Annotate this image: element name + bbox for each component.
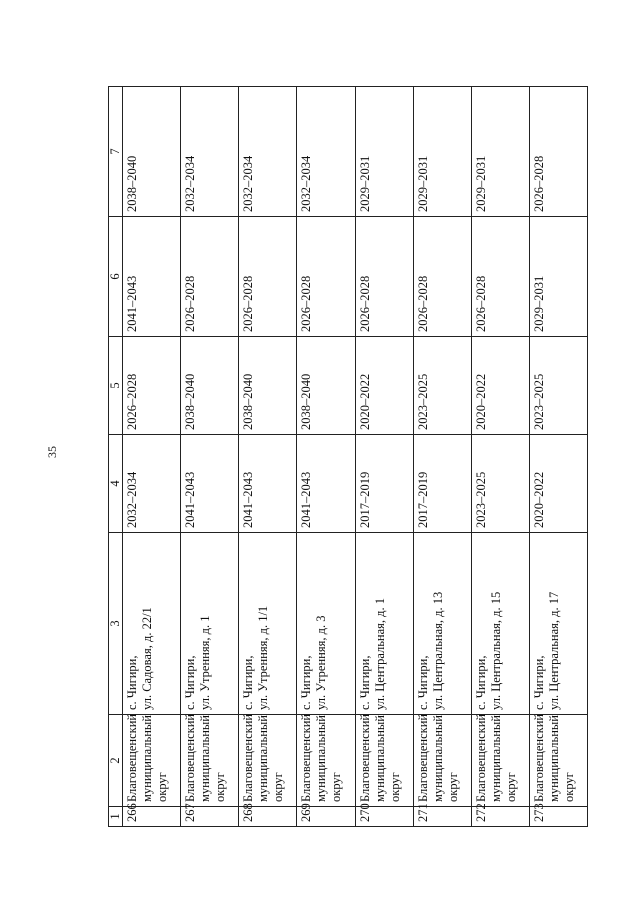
district-line: муниципальный bbox=[430, 715, 445, 802]
page-number: 35 bbox=[45, 446, 59, 458]
district-cell bbox=[355, 715, 413, 807]
table-body bbox=[123, 87, 588, 827]
address-line: ул. Центральная, д. 17 bbox=[546, 591, 561, 710]
address-line: с. Чигири, bbox=[241, 655, 256, 710]
period-col7-cell: 2038–2040 bbox=[123, 87, 181, 217]
district-line: Благовещенский bbox=[299, 713, 314, 802]
address-line: ул. Утренняя, д. 1 bbox=[198, 615, 213, 710]
address-cell bbox=[123, 533, 181, 715]
address-line: с. Чигири, bbox=[183, 655, 198, 710]
row-number-cell: 269 bbox=[297, 807, 355, 827]
district-line: округ bbox=[445, 772, 460, 802]
period-col4-cell: 2017–2019 bbox=[413, 435, 471, 533]
period-col4-cell: 2023–2025 bbox=[471, 435, 529, 533]
address-line: с. Чигири, bbox=[415, 655, 430, 710]
table-row bbox=[471, 87, 529, 827]
district-cell bbox=[413, 715, 471, 807]
row-number-cell: 270 bbox=[355, 807, 413, 827]
district-line: округ bbox=[561, 772, 576, 802]
address-line: ул. Утренняя, д. 1/1 bbox=[256, 605, 271, 710]
period-col6-cell: 2029–2031 bbox=[529, 217, 587, 337]
period-col7-cell: 2032–2034 bbox=[239, 87, 297, 217]
district-line: округ bbox=[213, 772, 228, 802]
address-cell bbox=[413, 533, 471, 715]
period-col6-cell: 2026–2028 bbox=[355, 217, 413, 337]
period-col5-cell: 2020–2022 bbox=[355, 337, 413, 435]
period-col5-cell: 2023–2025 bbox=[413, 337, 471, 435]
schedule-table bbox=[108, 86, 588, 827]
district-line: округ bbox=[155, 772, 169, 802]
column-header-1: 1 bbox=[109, 807, 123, 827]
period-col5-cell: 2038–2040 bbox=[239, 337, 297, 435]
address-line: с. Чигири, bbox=[125, 655, 139, 710]
district-cell bbox=[529, 715, 587, 807]
address-line: ул. Центральная, д. 1 bbox=[372, 597, 387, 710]
period-col7-cell: 2029–2031 bbox=[471, 87, 529, 217]
district-line: муниципальный bbox=[140, 715, 154, 802]
district-line: Благовещенский bbox=[531, 713, 546, 802]
period-col7-cell: 2026–2028 bbox=[529, 87, 587, 217]
row-number-cell: 273 bbox=[529, 807, 587, 827]
row-number-cell: 271 bbox=[413, 807, 471, 827]
district-line: Благовещенский bbox=[183, 713, 198, 802]
address-cell bbox=[355, 533, 413, 715]
district-line: Благовещенский bbox=[125, 713, 139, 802]
district-line: муниципальный bbox=[198, 715, 213, 802]
period-col4-cell: 2041–2043 bbox=[297, 435, 355, 533]
table-row bbox=[413, 87, 471, 827]
period-col6-cell: 2026–2028 bbox=[239, 217, 297, 337]
district-line: муниципальный bbox=[546, 715, 561, 802]
column-header-7: 7 bbox=[109, 87, 123, 217]
district-cell bbox=[297, 715, 355, 807]
district-line: муниципальный bbox=[314, 715, 329, 802]
column-header-6: 6 bbox=[109, 217, 123, 337]
column-header-4: 4 bbox=[109, 435, 123, 533]
district-cell bbox=[181, 715, 239, 807]
period-col6-cell: 2041–2043 bbox=[123, 217, 181, 337]
address-cell bbox=[181, 533, 239, 715]
district-cell bbox=[123, 715, 181, 807]
period-col6-cell: 2026–2028 bbox=[471, 217, 529, 337]
address-line: ул. Садовая, д. 22/1 bbox=[140, 607, 154, 710]
table-row bbox=[297, 87, 355, 827]
column-header-5: 5 bbox=[109, 337, 123, 435]
period-col7-cell: 2029–2031 bbox=[413, 87, 471, 217]
header-row bbox=[109, 87, 123, 827]
district-line: округ bbox=[329, 772, 344, 802]
table-row bbox=[355, 87, 413, 827]
district-cell bbox=[239, 715, 297, 807]
district-line: муниципальный bbox=[372, 715, 387, 802]
address-line: с. Чигири, bbox=[531, 655, 546, 710]
address-line: ул. Центральная, д. 13 bbox=[430, 591, 445, 710]
period-col6-cell: 2026–2028 bbox=[181, 217, 239, 337]
address-cell bbox=[297, 533, 355, 715]
period-col5-cell: 2023–2025 bbox=[529, 337, 587, 435]
district-line: округ bbox=[387, 772, 402, 802]
district-line: муниципальный bbox=[488, 715, 503, 802]
row-number-cell: 266 bbox=[123, 807, 181, 827]
period-col5-cell: 2038–2040 bbox=[297, 337, 355, 435]
address-line: с. Чигири, bbox=[299, 655, 314, 710]
period-col6-cell: 2026–2028 bbox=[297, 217, 355, 337]
address-line: ул. Утренняя, д. 3 bbox=[314, 615, 329, 710]
address-cell bbox=[239, 533, 297, 715]
row-number-cell: 267 bbox=[181, 807, 239, 827]
district-line: Благовещенский bbox=[473, 713, 488, 802]
address-cell bbox=[471, 533, 529, 715]
period-col7-cell: 2032–2034 bbox=[181, 87, 239, 217]
period-col7-cell: 2032–2034 bbox=[297, 87, 355, 217]
table-row bbox=[239, 87, 297, 827]
district-line: округ bbox=[271, 772, 286, 802]
period-col4-cell: 2020–2022 bbox=[529, 435, 587, 533]
row-number-cell: 272 bbox=[471, 807, 529, 827]
address-line: с. Чигири, bbox=[473, 655, 488, 710]
district-line: Благовещенский bbox=[415, 713, 430, 802]
address-line: ул. Центральная, д. 15 bbox=[488, 591, 503, 710]
address-cell bbox=[529, 533, 587, 715]
period-col5-cell: 2026–2028 bbox=[123, 337, 181, 435]
period-col6-cell: 2026–2028 bbox=[413, 217, 471, 337]
column-header-3: 3 bbox=[109, 533, 123, 715]
period-col5-cell: 2020–2022 bbox=[471, 337, 529, 435]
district-line: Благовещенский bbox=[241, 713, 256, 802]
table-row bbox=[181, 87, 239, 827]
period-col4-cell: 2032–2034 bbox=[123, 435, 181, 533]
row-number-cell: 268 bbox=[239, 807, 297, 827]
period-col4-cell: 2017–2019 bbox=[355, 435, 413, 533]
table-row bbox=[529, 87, 587, 827]
district-line: округ bbox=[503, 772, 518, 802]
district-line: Благовещенский bbox=[357, 713, 372, 802]
period-col4-cell: 2041–2043 bbox=[181, 435, 239, 533]
period-col5-cell: 2038–2040 bbox=[181, 337, 239, 435]
district-line: муниципальный bbox=[256, 715, 271, 802]
table-row bbox=[123, 87, 181, 827]
period-col4-cell: 2041–2043 bbox=[239, 435, 297, 533]
period-col7-cell: 2029–2031 bbox=[355, 87, 413, 217]
address-line: с. Чигири, bbox=[357, 655, 372, 710]
column-header-2: 2 bbox=[109, 715, 123, 807]
district-cell bbox=[471, 715, 529, 807]
